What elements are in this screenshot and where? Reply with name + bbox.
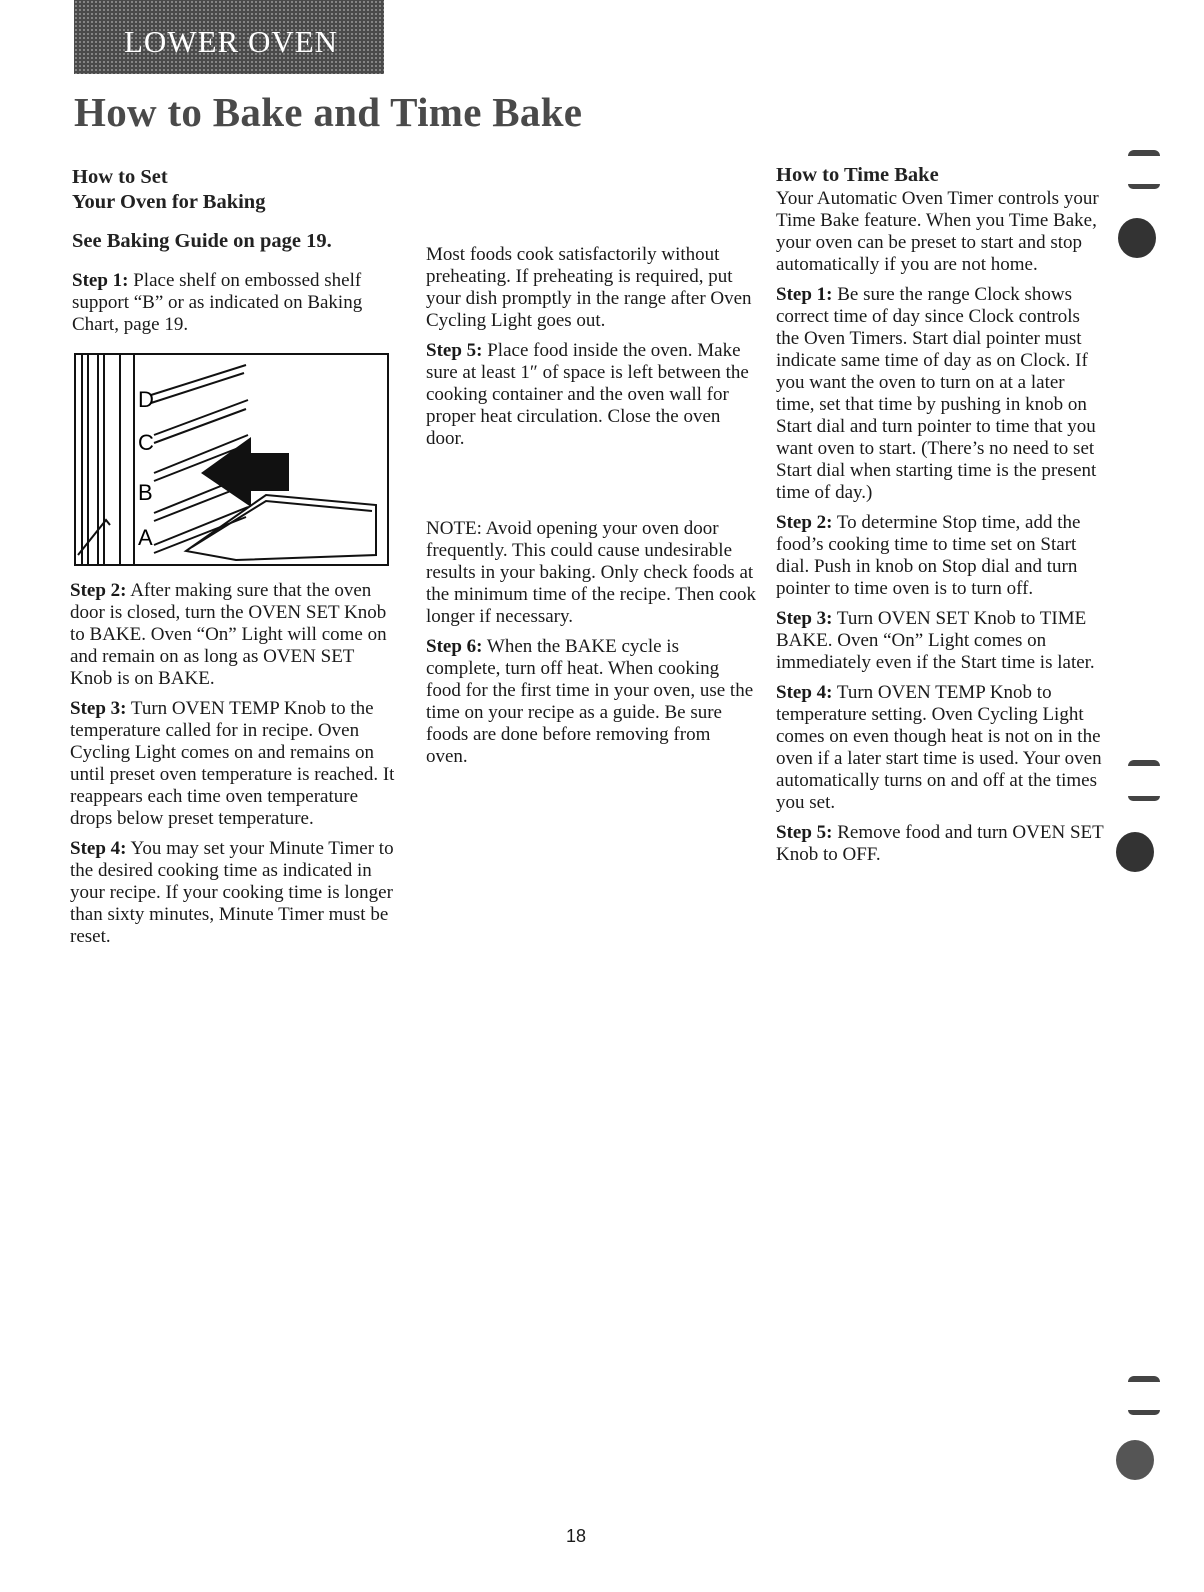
- left-step-2-label: Step 2:: [70, 580, 127, 601]
- left-step-3-label: Step 3:: [70, 698, 127, 719]
- left-step-1-text: Place shelf on embossed shelf support “B” or as indicated on Baking Chart, page 19.: [72, 270, 363, 335]
- shelf-position-diagram: [74, 353, 389, 566]
- binder-tab-mark: [1128, 1376, 1160, 1382]
- baking-guide-reference: See Baking Guide on page 19.: [72, 230, 332, 252]
- right-column: [776, 163, 1106, 874]
- middle-step-6-label: Step 6:: [426, 636, 483, 657]
- shelf-label-a: A: [138, 525, 153, 550]
- right-step-3-text: Turn OVEN SET Knob to TIME BAKE. Oven “On” Light comes on immediately even if the Start time is later.: [776, 608, 1095, 673]
- right-step-2-label: Step 2:: [776, 512, 833, 533]
- right-step-3-label: Step 3:: [776, 608, 833, 629]
- right-step-4: [776, 682, 1106, 814]
- page-number: 18: [566, 1526, 587, 1546]
- right-step-5: [776, 822, 1106, 866]
- right-step-1: [776, 284, 1106, 504]
- binder-hole: [1118, 218, 1156, 258]
- binder-hole: [1116, 832, 1154, 872]
- time-bake-heading: How to Time Bake: [776, 164, 939, 186]
- shelf-label-c: C: [138, 430, 154, 455]
- left-step-1-label: Step 1:: [72, 270, 129, 291]
- right-step-2-text: To determine Stop time, add the food’s cooking time to time set on Start dial. Push in knob on Stop dial and turn pointer to time oven is to turn off.: [776, 512, 1081, 599]
- right-step-5-text: Remove food and turn OVEN SET Knob to OFF.: [776, 822, 1104, 865]
- left-step-1: [72, 270, 402, 336]
- section-banner: [74, 0, 384, 74]
- section-banner-label: LOWER OVEN: [124, 24, 339, 59]
- shelf-diagram-svg: [76, 355, 387, 564]
- left-column: [72, 165, 402, 344]
- binder-tab-mark: [1128, 760, 1160, 766]
- right-step-1-text: Be sure the range Clock shows correct time of day since Clock controls the Oven Timers. Start dial pointer must indicate same time of day as on Clock. If you want the oven to turn on at a later time, set that time by pushing in knob on Start dial and turn pointer to time that you want oven to start. (There’s no need to set Start dial when starting time is the present time of day.): [776, 284, 1097, 503]
- right-step-1-label: Step 1:: [776, 284, 833, 305]
- binder-tab-mark: [1128, 796, 1160, 801]
- middle-step-5: [426, 340, 756, 450]
- left-step-2: [70, 580, 400, 690]
- right-step-4-label: Step 4:: [776, 682, 833, 703]
- right-step-5-label: Step 5:: [776, 822, 833, 843]
- left-step-2-text: After making sure that the oven door is closed, turn the OVEN SET Knob to BAKE. Oven “On” Light will come on and remain on as long as OVEN SET Knob is on BAKE.: [70, 580, 387, 689]
- shelf-label-b: B: [138, 480, 153, 505]
- left-step-4-text: You may set your Minute Timer to the desired cooking time as indicated in your recipe. If your cooking time is longer than sixty minutes, Minute Timer must be reset.: [70, 838, 394, 947]
- left-heading-line1: How to Set: [72, 166, 168, 188]
- left-step-3-text: Turn OVEN TEMP Knob to the temperature called for in recipe. Oven Cycling Light comes on and remains on until preset oven temperature is reached. It reappears each time oven temperature drops below preset temperature.: [70, 698, 395, 829]
- binder-tab-mark: [1128, 150, 1160, 156]
- page-title: How to Bake and Time Bake: [74, 89, 583, 135]
- right-step-2: [776, 512, 1106, 600]
- time-bake-intro: Your Automatic Oven Timer controls your Time Bake feature. When you Time Bake, your oven can be preset to start and stop automatically if you are not home.: [776, 188, 1099, 275]
- right-step-4-text: Turn OVEN TEMP Knob to temperature setting. Oven Cycling Light comes on even though heat is not on in the oven if a later start time is used. Your oven automatically turns on and off at the times you set.: [776, 682, 1102, 813]
- left-heading-line2: Your Oven for Baking: [72, 191, 266, 213]
- middle-step-5-text: Place food inside the oven. Make sure at least 1″ of space is left between the cooking container and the oven wall for proper heat circulation. Close the oven door.: [426, 340, 749, 449]
- left-column-lower: [70, 580, 400, 956]
- shelf-label-d: D: [138, 387, 154, 412]
- right-step-3: [776, 608, 1106, 674]
- middle-note: NOTE: Avoid opening your oven door frequently. This could cause undesirable results in your baking. Only check foods at the minimum time of the recipe. Then cook longer if necessary.: [426, 518, 756, 627]
- middle-column: [426, 244, 756, 776]
- left-step-4: [70, 838, 400, 948]
- binder-hole: [1116, 1440, 1154, 1480]
- binder-tab-mark: [1128, 1410, 1160, 1415]
- middle-step-5-label: Step 5:: [426, 340, 483, 361]
- left-step-4-label: Step 4:: [70, 838, 127, 859]
- middle-step-6-text: When the BAKE cycle is complete, turn off heat. When cooking food for the first time in your oven, use the time on your recipe as a guide. Be sure foods are done before removing from oven.: [426, 636, 754, 767]
- middle-step-6: [426, 636, 756, 768]
- left-step-3: [70, 698, 400, 830]
- binder-tab-mark: [1128, 184, 1160, 189]
- middle-intro: Most foods cook satisfactorily without preheating. If preheating is required, put your dish promptly in the range after Oven Cycling Light goes out.: [426, 244, 752, 331]
